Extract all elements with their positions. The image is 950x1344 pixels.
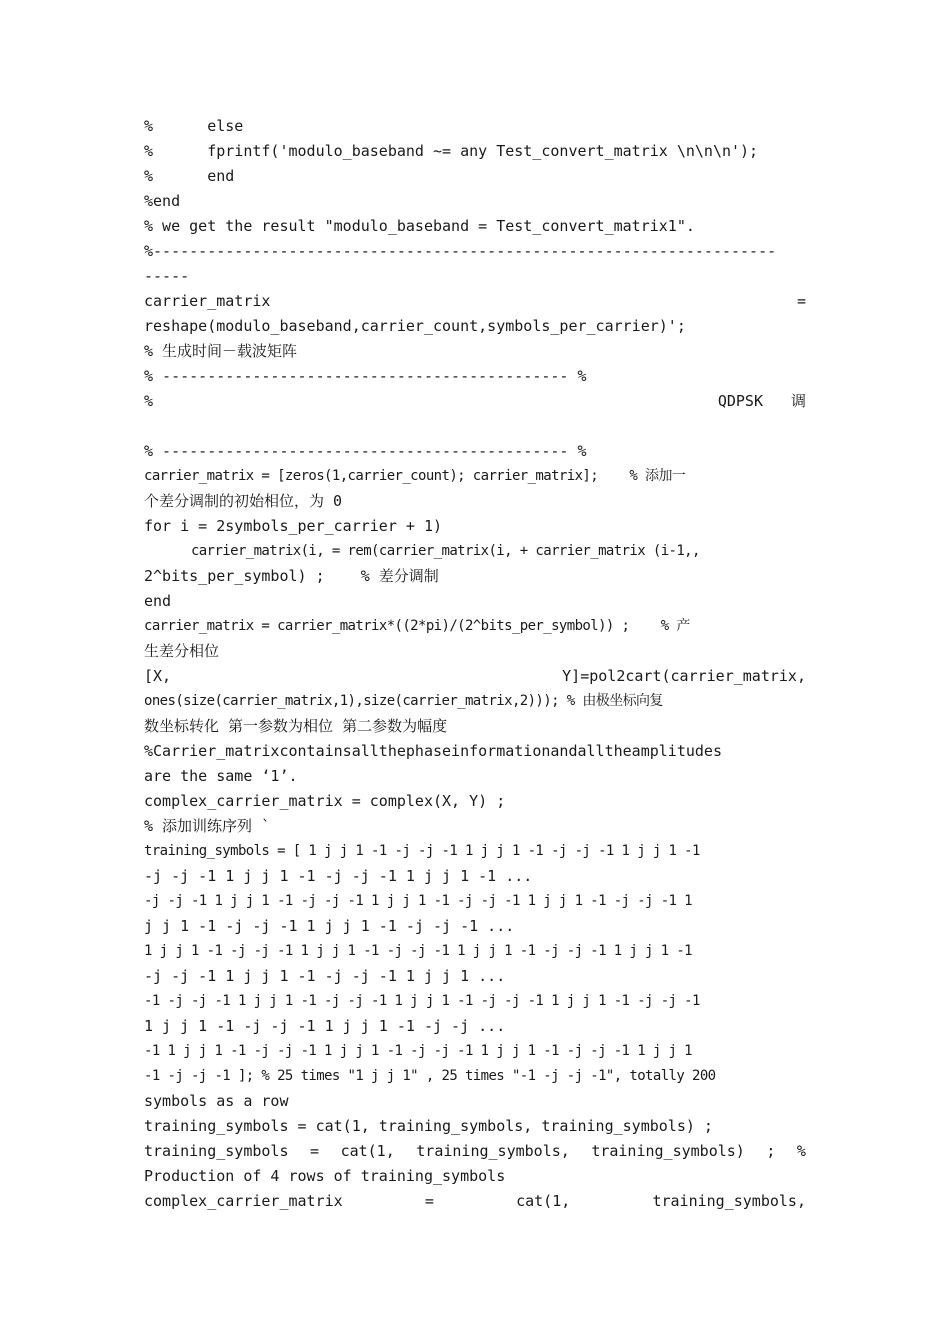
code-fragment: 调 bbox=[790, 392, 806, 410]
code-fragment: training_symbols bbox=[144, 1142, 289, 1160]
comment-line: % --------------------------------------------- % bbox=[144, 442, 587, 460]
code-line bbox=[144, 664, 806, 689]
comment-line: are the same ‘1’. bbox=[144, 767, 298, 785]
code-line: -1 -j -j -1 ]; % 25 times "1 j j 1" , 25 times "-1 -j -j -1", totally 200 bbox=[144, 1068, 716, 1084]
code-line bbox=[144, 1189, 806, 1214]
code-line: carrier_matrix = [zeros(1,carrier_count); carrier_matrix]; % 添加一 bbox=[144, 468, 686, 484]
code-line: Production of 4 rows of training_symbols bbox=[144, 1167, 506, 1185]
code-line: ----- bbox=[144, 267, 190, 285]
code-fragment: = bbox=[796, 292, 806, 310]
comment-line: % --------------------------------------------- % bbox=[144, 367, 587, 385]
code-line: j j 1 -1 -j -j -1 1 j j 1 -1 -j -j -1 ... bbox=[144, 917, 515, 935]
code-listing bbox=[144, 114, 806, 1214]
code-line bbox=[144, 1139, 806, 1164]
comment-line: % 生成时间－载波矩阵 bbox=[144, 342, 298, 360]
code-line: -1 -j -j -1 1 j j 1 -1 -j -j -1 1 j j 1 -1 -j -j -1 1 j j 1 -1 -j -j -1 bbox=[144, 993, 700, 1009]
code-line: end bbox=[144, 592, 172, 610]
code-fragment: carrier_matrix bbox=[144, 292, 271, 310]
code-fragment: complex_carrier_matrix bbox=[144, 1192, 343, 1210]
code-line: 1 j j 1 -1 -j -j -1 1 j j 1 -1 -j -j ... bbox=[144, 1017, 506, 1035]
code-fragment: QDPSK bbox=[717, 392, 763, 410]
code-fragment: cat(1, bbox=[340, 1142, 395, 1160]
code-fragment: = bbox=[424, 1192, 434, 1210]
code-line: symbols as a row bbox=[144, 1092, 289, 1110]
code-line bbox=[144, 289, 806, 314]
code-line: %end bbox=[144, 192, 181, 210]
code-line: training_symbols = cat(1, training_symbols, training_symbols) ; bbox=[144, 1117, 713, 1135]
comment-line: %Carrier_matrixcontainsallthephaseinformationandalltheamplitudes bbox=[144, 742, 722, 760]
code-line: -1 1 j j 1 -1 -j -j -1 1 j j 1 -1 -j -j -1 1 j j 1 -1 -j -j -1 1 j j 1 bbox=[144, 1043, 693, 1059]
comment-line bbox=[144, 389, 806, 414]
code-line: % else bbox=[144, 117, 244, 135]
code-line: reshape(modulo_baseband,carrier_count,symbols_per_carrier)'; bbox=[144, 317, 686, 335]
code-fragment: % bbox=[796, 1142, 806, 1160]
code-fragment: = bbox=[310, 1142, 320, 1160]
code-line: 个差分调制的初始相位，为 0 bbox=[144, 492, 343, 510]
code-fragment: training_symbols) bbox=[591, 1142, 745, 1160]
code-fragment: [X, bbox=[144, 667, 172, 685]
code-line: 生差分相位 bbox=[144, 642, 220, 660]
code-fragment: ; bbox=[766, 1142, 776, 1160]
code-line: ones(size(carrier_matrix,1),size(carrier_matrix,2))); % 由极坐标向复 bbox=[144, 693, 663, 709]
code-line: %--------------------------------------------------------------------- bbox=[144, 242, 777, 260]
code-fragment: % bbox=[144, 392, 154, 410]
code-line: 数坐标转化 第一参数为相位 第二参数为幅度 bbox=[144, 717, 448, 735]
code-line: complex_carrier_matrix = complex(X, Y) ; bbox=[144, 792, 506, 810]
code-fragment: training_symbols, bbox=[416, 1142, 570, 1160]
code-line: -j -j -1 1 j j 1 -1 -j -j -1 1 j j 1 ... bbox=[144, 967, 506, 985]
comment-line bbox=[144, 414, 806, 439]
code-line: for i = 2symbols_per_carrier + 1) bbox=[144, 517, 443, 535]
code-line: carrier_matrix(i, = rem(carrier_matrix(i, + carrier_matrix (i-1,, bbox=[144, 543, 700, 559]
code-line: -j -j -1 1 j j 1 -1 -j -j -1 1 j j 1 -1 -j -j -1 1 j j 1 -1 -j -j -1 1 bbox=[144, 893, 693, 909]
code-line: 2^bits_per_symbol) ; % 差分调制 bbox=[144, 567, 439, 585]
code-line: % we get the result "modulo_baseband = Test_convert_matrix1". bbox=[144, 217, 695, 235]
code-fragment: training_symbols, bbox=[652, 1192, 806, 1210]
code-line: % fprintf('modulo_baseband ~= any Test_convert_matrix \n\n\n'); bbox=[144, 142, 759, 160]
code-line: % end bbox=[144, 167, 235, 185]
comment-line: % 添加训练序列 ` bbox=[144, 817, 271, 835]
code-line: training_symbols = [ 1 j j 1 -1 -j -j -1 1 j j 1 -1 -j -j -1 1 j j 1 -1 bbox=[144, 843, 700, 859]
code-fragment: Y]=pol2cart(carrier_matrix, bbox=[562, 667, 806, 685]
code-line: -j -j -1 1 j j 1 -1 -j -j -1 1 j j 1 -1 ... bbox=[144, 867, 533, 885]
code-fragment: cat(1, bbox=[516, 1192, 571, 1210]
code-line: carrier_matrix = carrier_matrix*((2*pi)/(2^bits_per_symbol)) ; % 产 bbox=[144, 618, 690, 634]
code-line: 1 j j 1 -1 -j -j -1 1 j j 1 -1 -j -j -1 1 j j 1 -1 -j -j -1 1 j j 1 -1 bbox=[144, 943, 693, 959]
